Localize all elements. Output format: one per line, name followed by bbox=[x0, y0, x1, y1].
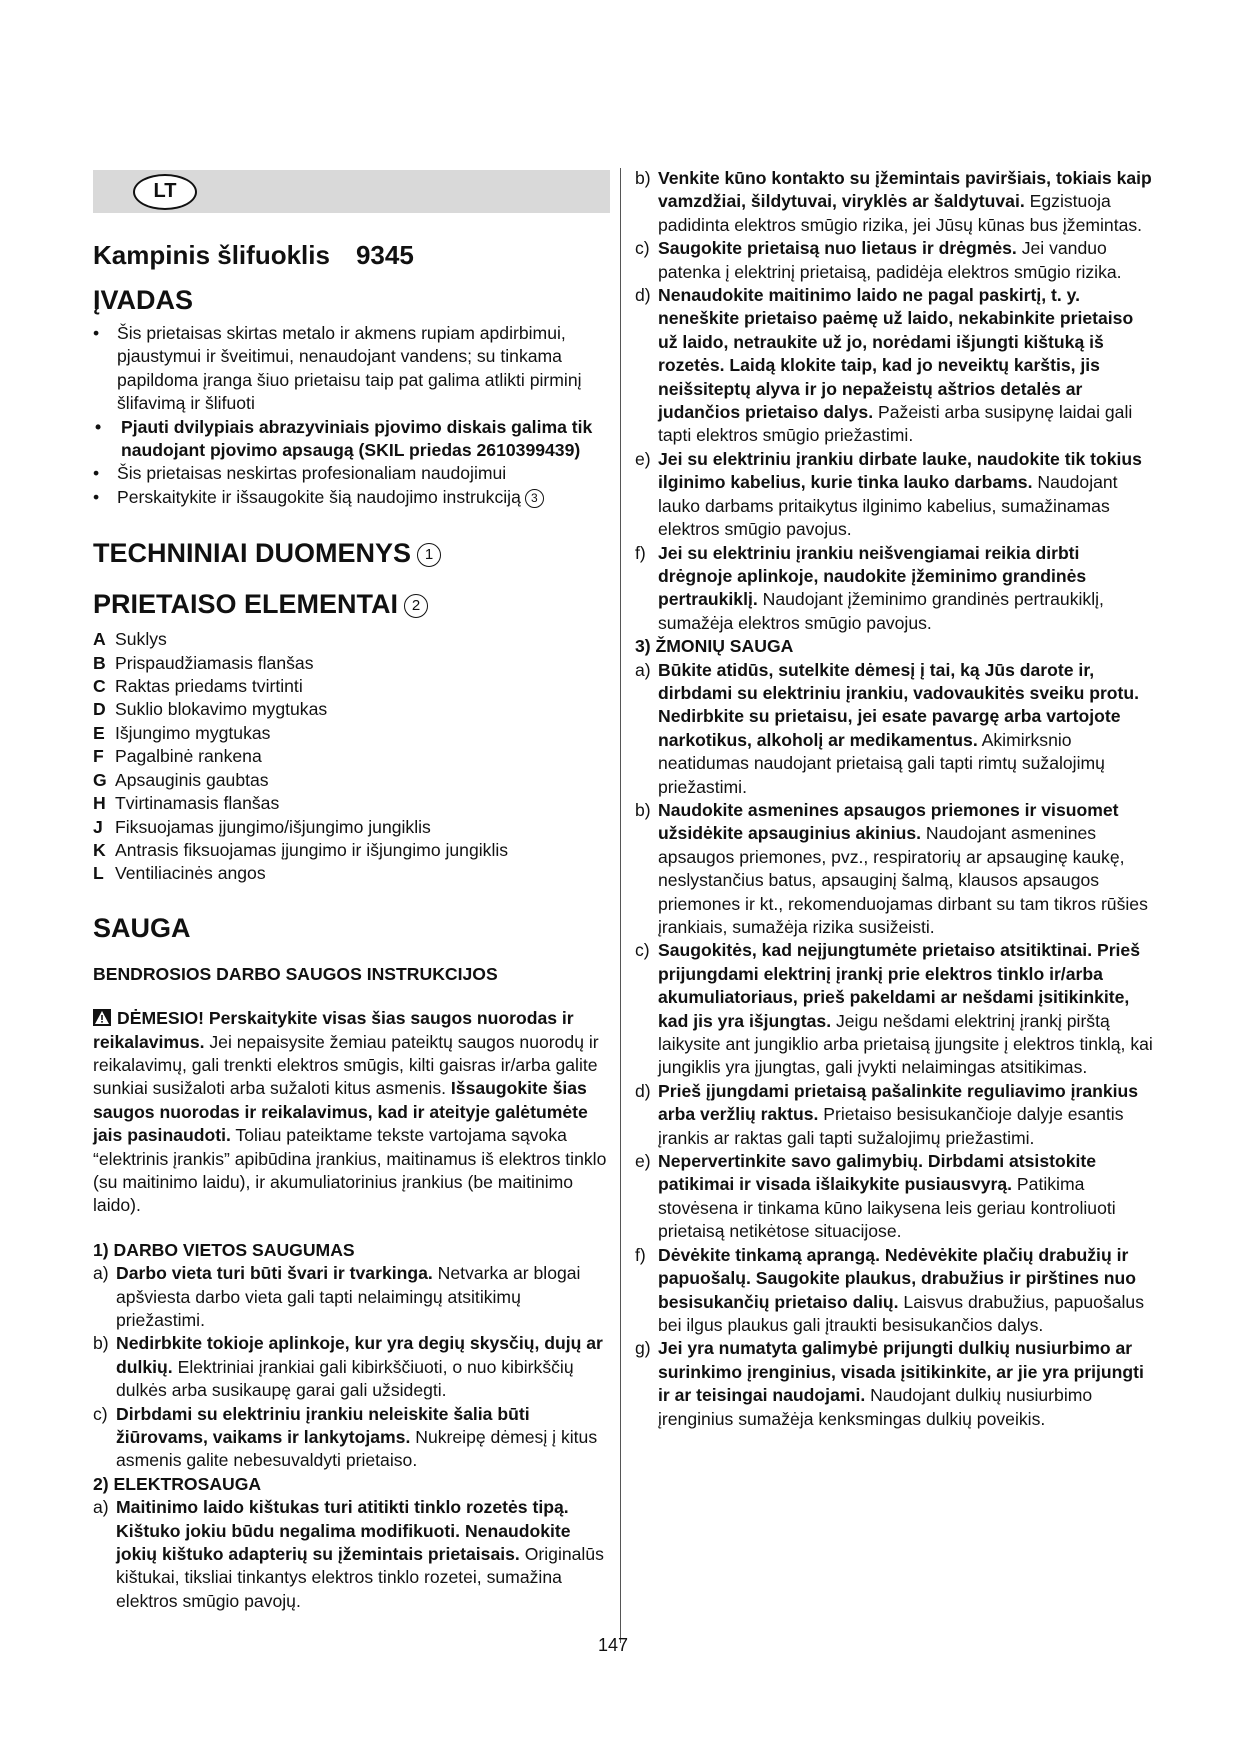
part-item: K Antrasis fiksuojamas įjungimo ir išjungimo jungiklis bbox=[93, 839, 509, 860]
figure-ref-3: 3 bbox=[525, 489, 544, 508]
part-item: G Apsauginis gaubtas bbox=[93, 769, 269, 790]
safety-item: b) Venkite kūno kontakto su įžemintais paviršiais, tokiais kaip vamzdžiai, šildytuvai, viryklės ar šaldytuvai. Egzistuoja padidinta elektros smūgio rizika, jei Jūsų kūnas bus įžemintas. bbox=[635, 168, 1152, 235]
part-item: B Prispaudžiamasis flanšas bbox=[93, 652, 314, 673]
personal-safety-heading: 3) ŽMONIŲ SAUGA bbox=[635, 636, 794, 657]
part-item: H Tvirtinamasis flanšas bbox=[93, 793, 280, 814]
safety-item: b) Naudokite asmenines apsaugos priemones ir visuomet užsidėkite apsauginius akinius. Naudojant asmenines apsaugos priemones, pvz., respiratorių ar apsauginę kaukę, neslystančius batus, apsauginį šalmą, klausos apsaugos priemones ir kt., rekomenduojamas dirbant su tam tikros rūšies įrankiais, sumažėja rizika susižeisti. bbox=[635, 799, 1148, 937]
part-item: L Ventiliacinės angos bbox=[93, 863, 266, 884]
safety-item: f) Dėvėkite tinkamą aprangą. Nedėvėkite plačių drabužių ir papuošalų. Saugokite plaukus, drabužius ir pirštines nuo besisukančių prietaiso dalių. Laisvus drabužius, papuošalus bei ilgus plaukus gali įtraukti besisukančios dalys. bbox=[635, 1244, 1145, 1335]
work-area-safety-heading: 1) DARBO VIETOS SAUGUMAS bbox=[93, 1239, 355, 1260]
model-number: 9345 bbox=[355, 240, 414, 270]
elements-heading: PRIETAISO ELEMENTAI 2 bbox=[93, 588, 610, 620]
general-safety-subheading: BENDROSIOS DARBO SAUGOS INSTRUKCIJOS bbox=[93, 963, 498, 984]
safety-heading: SAUGA bbox=[93, 912, 191, 943]
parts-list bbox=[93, 628, 610, 885]
intro-bullet: • Pjauti dvilypiais abrazyviniais pjovimo diskais galima tik naudojant pjovimo apsaugą (SKIL priedas 2610399439) bbox=[95, 416, 593, 461]
part-item: C Raktas priedams tvirtinti bbox=[93, 676, 303, 697]
figure-ref-1: 1 bbox=[417, 543, 441, 567]
tech-data-heading: TECHNINIAI DUOMENYS 1 bbox=[93, 537, 610, 569]
language-badge: LT bbox=[133, 174, 197, 210]
safety-item: a) Darbo vieta turi būti švari ir tvarkinga. Netvarka ar blogai apšviesta darbo vieta gali tapti nelaimingų atsitikimų priežastimi. bbox=[93, 1263, 581, 1330]
safety-item: b) Nedirbkite tokioje aplinkoje, kur yra degių skysčių, dujų ar dulkių. Elektriniai įrankiai gali kibirkščiuoti, o nuo kibirkščių dulkės arba susikaupę garai gali užsidegti. bbox=[93, 1333, 603, 1401]
left-column bbox=[93, 168, 610, 1613]
column-divider bbox=[620, 168, 621, 1643]
right-column bbox=[635, 167, 1155, 1431]
safety-item: c) Dirbdami su elektriniu įrankiu neleiskite šalia būti žiūrovams, vaikams ir lankytojams. Nukreipę dėmesį į kitus asmenis galite nebesuvaldyti prietaiso. bbox=[93, 1403, 598, 1471]
figure-ref-2: 2 bbox=[404, 594, 428, 618]
intro-bullets bbox=[93, 322, 610, 509]
safety-item: d) Nenaudokite maitinimo laido ne pagal paskirtį, t. y. neneškite prietaiso paėmę už laido, nekabinkite prietaiso už laido, netraukite už jo, norėdami išjungti kištuką iš rozetės. Laidą klokite taip, kad jo neveiktų karštis, jis neišsiteptų alyva ir jo nepažeistų aštrios detalės ar judančios prietaiso dalys. Pažeisti arba susipynę laidai gali tapti elektros smūgio priežastimi. bbox=[635, 285, 1134, 446]
safety-item: c) Saugokitės, kad neįjungtumėte prietaiso atsitiktinai. Prieš prijungdami elektrinį įrankį prie elektros tinklo ir/arba akumuliatoriaus, prieš pakeldami ar nešdami įsitikinkite, kad jis yra išjungtas. Jeigu nešdami elektrinį įrankį pirštą laikysite ant jungiklio arba prietaisą įjungsite į elektros tinklą, kai jungiklis yra įjungtas, gali įvykti nelaimingas atsitikimas. bbox=[635, 940, 1153, 1078]
safety-item: a) Maitinimo laido kištukas turi atitikti tinklo rozetės tipą. Kištuko jokiu būdu negalima modifikuoti. Nenaudokite jokių kištuko adapterių su įžemintais prietaisais. Originalūs kištukai, tiksliai tinkantys elektros tinklo rozetei, sumažina elektros smūgio pavojų. bbox=[93, 1497, 604, 1611]
intro-bullet: • Šis prietaisas neskirtas profesionaliam naudojimui bbox=[93, 463, 507, 484]
intro-heading: ĮVADAS bbox=[93, 285, 194, 315]
part-item: F Pagalbinė rankena bbox=[93, 746, 262, 767]
warning-icon bbox=[93, 1009, 111, 1026]
part-item: D Suklio blokavimo mygtukas bbox=[93, 699, 328, 720]
part-item: J Fiksuojamas įjungimo/išjungimo jungiklis bbox=[93, 816, 431, 837]
safety-item: c) Saugokite prietaisą nuo lietaus ir drėgmės. Jei vanduo patenka į elektrinį prietaisą, padidėja elektros smūgio rizika. bbox=[635, 238, 1122, 282]
page-number: 147 bbox=[598, 1635, 629, 1655]
safety-item: f) Jei su elektriniu įrankiu neišvengiamai reikia dirbti drėgnoje aplinkoje, naudokite įžeminimo grandinės pertraukiklį. Naudojant įžeminimo grandinės pertraukiklį, sumažėja elektros smūgio pavojus. bbox=[635, 542, 1104, 633]
electrical-safety-heading: 2) ELEKTROSAUGA bbox=[93, 1473, 262, 1494]
product-name: Kampinis šlifuoklis bbox=[93, 240, 330, 270]
part-item: A Suklys bbox=[93, 629, 167, 650]
part-item: E Išjungimo mygtukas bbox=[93, 722, 271, 743]
intro-bullet: • Šis prietaisas skirtas metalo ir akmens rupiam apdirbimui, pjaustymui ir šveitimui, nenaudojant vandens; su tinkama papildoma įranga šiuo prietaisu taip pat galima atlikti pirminį šlifavimą ir šlifuoti bbox=[93, 323, 582, 414]
language-bar bbox=[93, 170, 610, 213]
page-title bbox=[93, 240, 610, 270]
safety-item: e) Nepervertinkite savo galimybių. Dirbdami atsistokite patikimai ir visada išlaikykite pusiausvyrą. Patikima stovėsena ir tinkama kūno laikysena leis geriau kontroliuoti prietaisą netikėtose situacijose. bbox=[635, 1151, 1116, 1242]
intro-bullet: • Perskaitykite ir išsaugokite šią naudojimo instrukciją 3 bbox=[93, 486, 610, 509]
safety-item: a) Būkite atidūs, sutelkite dėmesį į tai, ką Jūs darote ir, dirbdami su elektriniu įrankiu, vadovaukitės sveiku protu. Nedirbkite su prietaisu, jei esate pavargę arba vartojote narkotikus, alkoholį ar medikamentus. Akimirksnio neatidumas naudojant prietaisą gali tapti rimtų sužalojimų priežastimi. bbox=[635, 659, 1140, 797]
warning-paragraph: DĖMESIO! Perskaitykite visas šias saugos nuorodas ir reikalavimus. Jei nepaisysite žemiau pateiktų saugos nuorodų ir reikalavimų, gali trenkti elektros smūgis, kilti gaisras ir/arba galite sunkiai susižaloti arba sužaloti kitus asmenis. Išsaugokite šias saugos nuorodas ir reikalavimus, kad ir ateityje galėtumėte jais pasinaudoti. Toliau pateiktame tekste vartojama sąvoka “elektrinis įrankis” apibūdina įrankius, maitinamus iš elektros tinklo (su maitinimo laidu), ir akumuliatorinius įrankius (be maitinimo laido). bbox=[93, 1008, 607, 1216]
safety-item: g) Jei yra numatyta galimybė prijungti dulkių nusiurbimo ar surinkimo įrenginius, visada įsitikinkite, ar jie yra prijungti ir ar teisingai naudojami. Naudojant dulkių nusiurbimo įrenginius sumažėja kenksmingas dulkių poveikis. bbox=[635, 1338, 1144, 1429]
safety-item: e) Jei su elektriniu įrankiu dirbate lauke, naudokite tik tokius ilginimo kabelius, kurie tinka lauko darbams. Naudojant lauko darbams pritaikytus ilginimo kabelius, sumažinamas elektros smūgio pavojus. bbox=[635, 448, 1142, 540]
safety-item: d) Prieš įjungdami prietaisą pašalinkite reguliavimo įrankius arba veržlių raktus. Prietaiso besisukančioje dalyje esantis įrankis ar raktas gali tapti sužalojimų priežastimi. bbox=[635, 1080, 1139, 1148]
